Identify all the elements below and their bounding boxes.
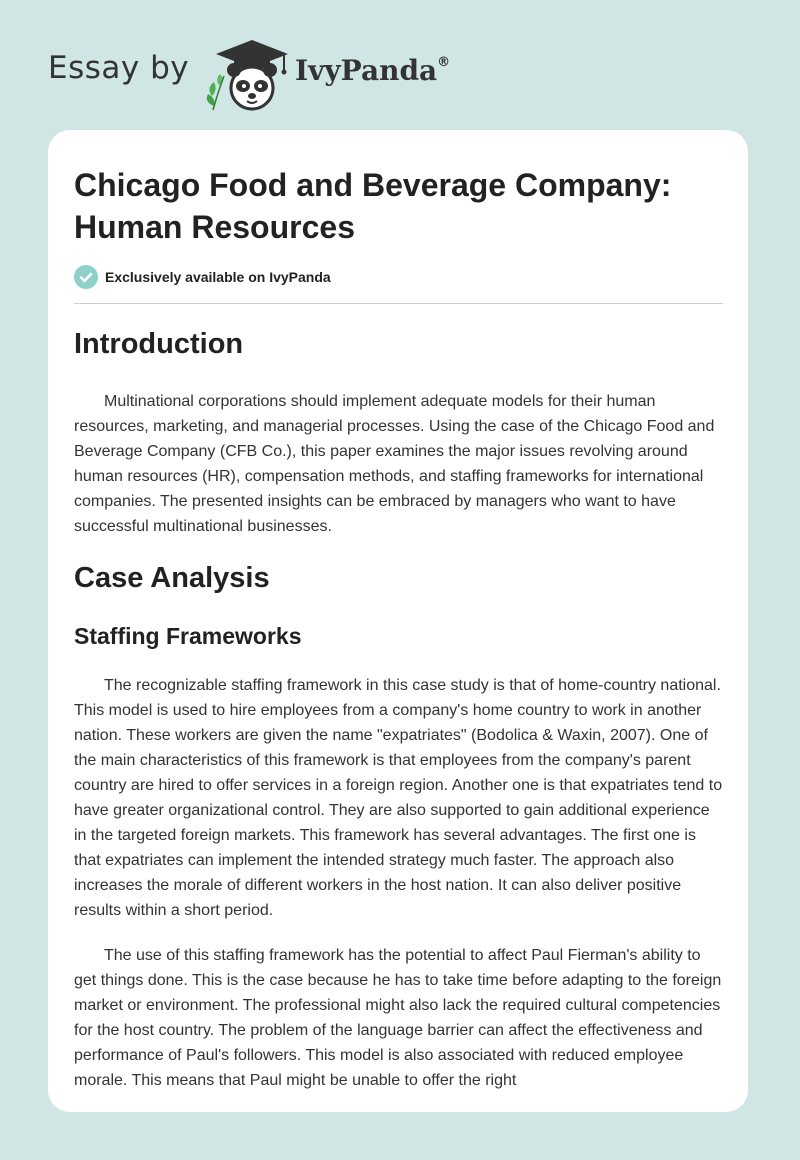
page-title: [74, 164, 714, 248]
title-line-1: Chicago Food and Beverage Company:: [74, 167, 672, 203]
exclusive-badge: [74, 264, 331, 290]
divider: [74, 303, 723, 304]
badge-text: Exclusively available on IvyPanda: [105, 269, 331, 285]
brand-name[interactable]: IvyPanda®: [295, 54, 451, 87]
paragraph-intro: Multinational corporations should implement adequate models for their human resources, marketing, and managerial processes. Using the case of the Chicago Food and Beverage Company (CFB Co.), this paper examines the major issues revolving around human resources (HR), compensation methods, and staffing frameworks for international companies. The presented insights can be embraced by managers who want to have successful multinational businesses.: [74, 393, 715, 535]
panda-logo-icon[interactable]: [200, 36, 292, 112]
title-line-2: Human Resources: [74, 209, 355, 245]
trademark-symbol: ®: [437, 54, 451, 70]
subheading-staffing-frameworks: Staffing Frameworks: [74, 623, 302, 649]
check-circle-icon: [74, 265, 98, 289]
article-card: [48, 130, 748, 1112]
paragraph-staffing-2: The use of this staffing framework has the potential to affect Paul Fierman's ability to get things done. This is the case because he has to take time before adapting to the foreign market or environment. The professional might also lack the required cultural competencies for the host country. The problem of the language barrier can affect the effectiveness and performance of Paul's followers. This model is also associated with reduced employee morale. This means that Paul might be unable to offer the right: [74, 947, 722, 1089]
brand-prefix: Essay by: [48, 50, 190, 86]
article-body: [74, 320, 726, 1093]
section-heading-case-analysis: Case Analysis: [74, 562, 270, 594]
paragraph-staffing-1: The recognizable staffing framework in this case study is that of home-country national. This model is used to hire employees from a company's home country to work in another nation. These workers are given the name "expatriates" (Bodolica & Waxin, 2007). One of the main characteristics of this framework is that employees from the company's parent country are hired to offer services in a foreign region. Another one is that expatriates tend to have greater organizational control. They are also supported to gain additional experience in the targeted foreign markets. This framework has several advantages. The first one is that expatriates can implement the intended strategy much faster. The approach also increases the morale of different workers in the host nation. It can also deliver positive results within a short period.: [74, 677, 723, 919]
section-heading-introduction: Introduction: [74, 328, 244, 360]
site-header: [48, 28, 748, 112]
